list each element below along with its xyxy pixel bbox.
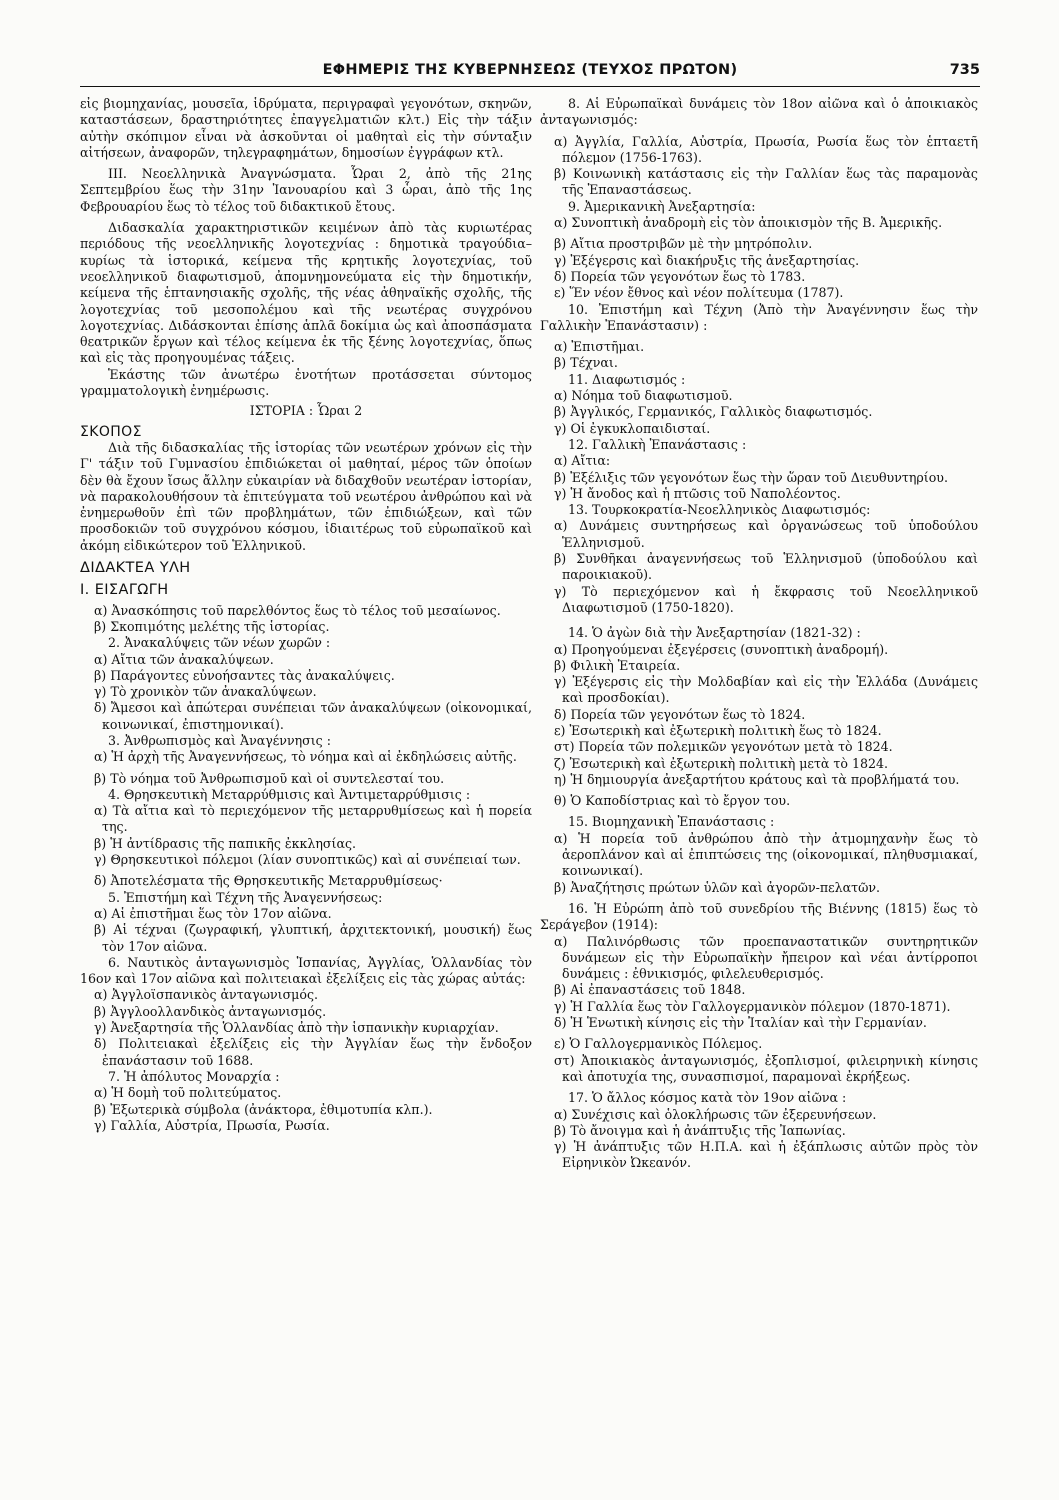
purpose-heading: ΣΚΟΠΟΣ	[80, 423, 142, 440]
history-heading: ΙΣΤΟΡΙΑ : Ὧραι 2	[249, 403, 363, 419]
list-item: γ) Ἐξέγερσις εἰς τὴν Μολδαβίαν καὶ εἰς τὴν Ἑλλάδα (Δυνάμεις καὶ προσδοκίαι).	[554, 674, 978, 706]
list-heading: 2. Ἀνακαλύψεις τῶν νέων χωρῶν :	[108, 635, 331, 651]
list-item: α) Αἴτια:	[554, 453, 611, 469]
list-heading: 10. Ἐπιστήμη καὶ Τέχνη (Ἀπὸ τὴν Ἀναγέννησιν ἕως τὴν Γαλλικὴν Ἐπανάστασιν) :	[540, 301, 978, 333]
list-heading: 5. Ἐπιστήμη καὶ Τέχνη τῆς Ἀναγεννήσεως:	[108, 889, 383, 905]
list-item: β) Ἀγγλοολλανδικὸς ἀνταγωνισμός.	[94, 1003, 327, 1019]
list-item: γ) Γαλλία, Αὐστρία, Πρωσία, Ρωσία.	[94, 1117, 330, 1133]
list-item: β) Ἐξέλιξις τῶν γεγονότων ἕως τὴν ὥραν τοῦ Διευθυντηρίου.	[554, 469, 948, 485]
list-item: β) Αἱ ἐπαναστάσεις τοῦ 1848.	[554, 982, 746, 998]
list-item: γ) Οἱ ἐγκυκλοπαιδισταί.	[554, 420, 711, 436]
list-item: α) Τὰ αἴτια καὶ τὸ περιεχόμενον τῆς μεταρρυθμίσεως καὶ ἡ πορεία της.	[94, 803, 532, 835]
list-item: α) Αἴτια τῶν ἀνακαλύψεων.	[94, 651, 274, 667]
list-item: γ) Θρησκευτικοὶ πόλεμοι (λίαν συνοπτικῶς) καὶ αἱ συνέπειαί των.	[94, 852, 521, 868]
list-item: δ) Πορεία τῶν γεγονότων ἕως τὸ 1783.	[554, 268, 806, 284]
list-item: α) Ἀνασκόπησις τοῦ παρελθόντος ἕως τὸ τέλος τοῦ μεσαίωνος.	[94, 602, 501, 618]
list-item: α) Συνέχισις καὶ ὁλοκλήρωσις τῶν ἐξερευνήσεων.	[554, 1106, 877, 1122]
paragraph: Διὰ τῆς διδασκαλίας τῆς ἱστορίας τῶν νεωτέρων χρόνων εἰς τὴν Γ' τάξιν τοῦ Γυμνασίου ἐπιδιώκεται οἱ μαθηταί, μέρος τῶν ὁποίων δὲν θὰ ἔχουν ἴσως ἄλλην εὐκαιρίαν νὰ διδαχθοῦν νεωτέραν ἱστορίαν, νὰ παρακολουθήσουν τὰ ἐπιτεύγματα τοῦ νεωτέρου ἀνθρώπου καὶ νὰ ἐνημερωθοῦν ἐπὶ τῶν προβλημάτων, τῶν ἐπιδιώξεων, καὶ τῶν προσδοκιῶν τοῦ συγχρόνου κόσμου, ἰδιαιτέρως τοῦ εὐρωπαϊκοῦ καὶ ἀκόμη εἰδικώτερον τοῦ Ἑλληνικοῦ.	[80, 439, 532, 553]
list-item: β) Ἀγγλικός, Γερμανικός, Γαλλικὸς διαφωτισμός.	[554, 404, 873, 420]
list-item: δ) Πολιτειακαὶ ἐξελίξεις εἰς τὴν Ἀγγλίαν ἕως τὴν ἔνδοξον ἐπανάστασιν τοῦ 1688.	[94, 1036, 532, 1068]
list-item: γ) Ἡ ἀνάπτυξις τῶν Η.Π.Α. καὶ ἡ ἐξάπλωσις αὐτῶν πρὸς τὸν Εἰρηνικὸν Ὠκεανόν.	[554, 1139, 978, 1171]
list-item: ε) Ἕν νέον ἔθνος καὶ νέον πολίτευμα (1787).	[554, 285, 844, 301]
list-item: γ) Τὸ περιεχόμενον καὶ ἡ ἔκφρασις τοῦ Νεοελληνικοῦ Διαφωτισμοῦ (1750-1820).	[554, 583, 978, 615]
list-item: β) Κοινωνικὴ κατάστασις εἰς τὴν Γαλλίαν ἕως τὰς παραμονὰς τῆς Ἐπαναστάσεως.	[554, 166, 978, 198]
list-item: β) Ἀναζήτησις πρώτων ὑλῶν καὶ ἀγορῶν-πελατῶν.	[554, 879, 881, 895]
right-column	[540, 96, 978, 1172]
list-heading: 11. Διαφωτισμός :	[568, 371, 686, 387]
paragraph: Διδασκαλία χαρακτηριστικῶν κειμένων ἀπὸ τὰς κυριωτέρας περιόδους τῆς νεοελληνικῆς λογοτεχνίας : δημοτικὰ τραγούδια–κυρίως τὰ ἱστορικά, κείμενα τῆς κρητικῆς λογοτεχνίας, τοῦ νεοελληνικοῦ διαφωτισμοῦ, ἀπομνημονεύματα εἰς τὴν δημοτικήν, κείμενα τῆς ἑπτανησιακῆς σχολῆς, τῆς νέας ἀθηναϊκῆς σχολῆς, τῆς λογοτεχνίας τοῦ μεσοπολέμου καὶ τῆς νεωτέρας συγχρόνου λογοτεχνίας. Διδάσκονται ἐπίσης ἁπλᾶ δοκίμια ὡς καὶ ἀποσπάσματα θεατρικῶν ἔργων καὶ τέλος κείμενα ἐκ τῆς ξένης λογοτεχνίας, ὅπως καὶ εἰς τὰς προηγουμένας τάξεις.	[80, 220, 532, 366]
list-heading: 8. Αἱ Εὐρωπαϊκαὶ δυνάμεις τὸν 18ον αἰῶνα καὶ ὁ ἀποικιακὸς ἀνταγωνισμός:	[540, 96, 978, 128]
list-item: β) Φιλικὴ Ἑταιρεία.	[554, 657, 681, 673]
list-item: α) Αἱ ἐπιστῆμαι ἕως τὸν 17ον αἰῶνα.	[94, 905, 332, 921]
list-item: α) Παλινόρθωσις τῶν προεπαναστατικῶν συντηρητικῶν δυνάμεων εἰς τὴν Εὐρωπαϊκὴν ἤπειρον καὶ νέαι ἀντίρροποι δυνάμεις : ἐθνικισμός, φιλελευθερισμός.	[554, 933, 978, 982]
list-heading: 16. Ἡ Εὐρώπη ἀπὸ τοῦ συνεδρίου τῆς Βιέννης (1815) ἕως τὸ Σεράγεβον (1914):	[540, 900, 978, 933]
list-item: ε) Ἐσωτερικὴ καὶ ἐξωτερικὴ πολιτικὴ ἕως τὸ 1824.	[554, 722, 882, 738]
paragraph: Ἑκάστης τῶν ἀνωτέρω ἑνοτήτων προτάσσεται σύντομος γραμματολογικὴ ἐνημέρωσις.	[80, 366, 532, 399]
list-item: δ) Πορεία τῶν γεγονότων ἕως τὸ 1824.	[554, 706, 806, 722]
paragraph: εἰς βιομηχανίας, μουσεῖα, ἱδρύματα, περιγραφαὶ γεγονότων, σκηνῶν, καταστάσεων, δραστηριότητες ἐπαγγελματιῶν κλτ.) Εἰς τὴν τάξιν αὐτὴν σκόπιμον εἶναι νὰ ἀσκοῦνται οἱ μαθηταὶ εἰς τὴν σύνταξιν αἰτήσεων, ἀναφορῶν, τηλεγραφημάτων, δημοσίων ἐγγράφων κτλ.	[80, 96, 532, 160]
list-item: α) Συνοπτικὴ ἀναδρομὴ εἰς τὸν ἀποικισμὸν τῆς Β. Ἀμερικῆς.	[554, 215, 943, 231]
list-item: η) Ἡ δημιουργία ἀνεξαρτήτου κράτους καὶ τὰ προβλήματά του.	[554, 771, 960, 787]
list-item: γ) Ἐξέγερσις καὶ διακήρυξις τῆς ἀνεξαρτησίας.	[554, 252, 860, 268]
list-item: γ) Ἡ Γαλλία ἕως τὸν Γαλλογερμανικὸν πόλεμον (1870-1871).	[554, 998, 951, 1014]
left-column	[80, 96, 532, 1134]
gazette-title: ΕΦΗΜΕΡΙΣ ΤΗΣ ΚΥΒΕΡΝΗΣΕΩΣ (ΤΕΥΧΟΣ ΠΡΩΤΟΝ)	[322, 62, 738, 78]
list-item: α) Νόημα τοῦ διαφωτισμοῦ.	[554, 388, 733, 404]
list-heading: 15. Βιομηχανικὴ Ἐπανάστασις :	[568, 814, 775, 830]
list-heading: 3. Ἀνθρωπισμὸς καὶ Ἀναγέννησις :	[108, 732, 331, 748]
list-item: β) Τὸ ἄνοιγμα καὶ ἡ ἀνάπτυξις τῆς Ἰαπωνίας.	[554, 1122, 846, 1138]
list-item: β) Παράγοντες εὐνοήσαντες τὰς ἀνακαλύψεις.	[94, 667, 395, 683]
list-item: γ) Τὸ χρονικὸν τῶν ἀνακαλύψεων.	[94, 684, 317, 700]
list-item: δ) Ἄμεσοι καὶ ἀπώτεραι συνέπειαι τῶν ἀνακαλύψεων (οἰκονομικαί, κοινωνικαί, ἐπιστημονικαί).	[94, 700, 532, 732]
list-heading: 14. Ὁ ἀγὼν διὰ τὴν Ἀνεξαρτησίαν (1821-32) :	[568, 625, 861, 641]
list-heading: 6. Ναυτικὸς ἀνταγωνισμὸς Ἱσπανίας, Ἀγγλίας, Ὁλλανδίας τὸν 16ον καὶ 17ον αἰῶνα καὶ πολιτειακαὶ ἐξελίξεις εἰς τὰς χώρας αὐτάς:	[80, 954, 532, 987]
list-item: ζ) Ἐσωτερικὴ καὶ ἐξωτερικὴ πολιτικὴ μετὰ τὸ 1824.	[554, 755, 889, 771]
list-heading: 7. Ἡ ἀπόλυτος Μοναρχία :	[108, 1068, 280, 1084]
list-heading: 12. Γαλλικὴ Ἐπανάστασις :	[568, 436, 747, 452]
list-item: α) Ἐπιστῆμαι.	[554, 339, 645, 355]
list-item: γ) Ἡ ἄνοδος καὶ ἡ πτῶσις τοῦ Ναπολέοντος.	[554, 485, 841, 501]
list-item: γ) Ἀνεξαρτησία τῆς Ὁλλανδίας ἀπὸ τὴν ἱσπανικὴν κυριαρχίαν.	[94, 1020, 499, 1036]
list-item: α) Ἡ ἀρχὴ τῆς Ἀναγεννήσεως, τὸ νόημα καὶ αἱ ἐκδηλώσεις αὐτῆς.	[94, 749, 517, 765]
list-item: α) Ἡ δομὴ τοῦ πολιτεύματος.	[94, 1085, 282, 1101]
list-item: β) Αἴτια προστριβῶν μὲ τὴν μητρόπολιν.	[554, 236, 813, 252]
list-heading: 17. Ὁ ἄλλος κόσμος κατὰ τὸν 19ον αἰῶνα :	[568, 1090, 847, 1106]
list-item: στ) Ἀποικιακὸς ἀνταγωνισμός, ἐξοπλισμοί, φιλειρηνικὴ κίνησις καὶ ἀποτυχία της, συνασπισμοί, παραμοναὶ ἐκρήξεως.	[554, 1052, 978, 1084]
section-iii-heading: ΙΙΙ. Νεοελληνικὰ Ἀναγνώσματα. Ὧραι 2, ἀπὸ τῆς 21ης Σεπτεμβρίου ἕως τὴν 31ην Ἰανουαρίου καὶ 3 ὧραι, ἀπὸ τῆς 1ης Φεβρουαρίου ἕως τὸ τέλος τοῦ διδακτικοῦ ἔτους.	[80, 166, 532, 214]
list-heading: 4. Θρησκευτικὴ Μεταρρύθμισις καὶ Ἀντιμεταρρύθμισις :	[108, 786, 471, 802]
introduction-heading: Ι. ΕΙΣΑΓΩΓΗ	[80, 582, 169, 599]
list-item: α) Ἀγγλοϊσπανικὸς ἀνταγωνισμός.	[94, 987, 318, 1003]
list-item: β) Ἐξωτερικὰ σύμβολα (ἀνάκτορα, ἐθιμοτυπία κλπ.).	[94, 1101, 433, 1117]
list-item: ε) Ὁ Γαλλογερμανικὸς Πόλεμος.	[554, 1036, 763, 1052]
list-item: β) Συνθῆκαι ἀναγεννήσεως τοῦ Ἑλληνισμοῦ (ὑποδούλου καὶ παροικιακοῦ).	[554, 551, 978, 583]
list-item: β) Αἱ τέχναι (ζωγραφική, γλυπτική, ἀρχιτεκτονική, μουσική) ἕως τὸν 17ον αἰῶνα.	[94, 922, 532, 954]
list-item: θ) Ὁ Καποδίστριας καὶ τὸ ἔργον του.	[554, 793, 791, 809]
list-item: α) Ἡ πορεία τοῦ ἀνθρώπου ἀπὸ τὴν ἀτμομηχανὴν ἕως τὸ ἀεροπλάνον καὶ αἱ ἐπιπτώσεις της (οἰκονομικαί, πληθυσμιακαί, κοινωνικαί).	[554, 830, 978, 879]
list-item: β) Σκοπιμότης μελέτης τῆς ἱστορίας.	[94, 618, 330, 634]
curriculum-heading: ΔΙΔΑΚΤΕΑ ΥΛΗ	[80, 560, 191, 577]
list-heading: 9. Ἀμερικανικὴ Ἀνεξαρτησία:	[568, 198, 756, 214]
list-item: α) Δυνάμεις συντηρήσεως καὶ ὀργανώσεως τοῦ ὑποδούλου Ἑλληνισμοῦ.	[554, 518, 978, 550]
list-item: β) Τὸ νόημα τοῦ Ἀνθρωπισμοῦ καὶ οἱ συντελεσταί του.	[94, 770, 445, 786]
list-item: α) Προηγούμεναι ἐξεγέρσεις (συνοπτικὴ ἀναδρομή).	[554, 641, 889, 657]
list-item: δ) Ἡ Ἑνωτικὴ κίνησις εἰς τὴν Ἰταλίαν καὶ τὴν Γερμανίαν.	[554, 1015, 927, 1031]
page-number: 735	[949, 62, 980, 78]
list-heading: 13. Τουρκοκρατία-Νεοελληνικὸς Διαφωτισμός:	[568, 502, 871, 518]
list-item: β) Τέχναι.	[554, 355, 618, 371]
page-header	[80, 60, 980, 87]
list-item: δ) Ἀποτελέσματα τῆς Θρησκευτικῆς Μεταρρυθμίσεως·	[94, 873, 443, 889]
list-item: στ) Πορεία τῶν πολεμικῶν γεγονότων μετὰ τὸ 1824.	[554, 739, 893, 755]
list-item: α) Ἀγγλία, Γαλλία, Αὐστρία, Πρωσία, Ρωσία ἕως τὸν ἑπταετῆ πόλεμον (1756-1763).	[554, 133, 978, 165]
list-item: β) Ἡ ἀντίδρασις τῆς παπικῆς ἐκκλησίας.	[94, 835, 357, 851]
